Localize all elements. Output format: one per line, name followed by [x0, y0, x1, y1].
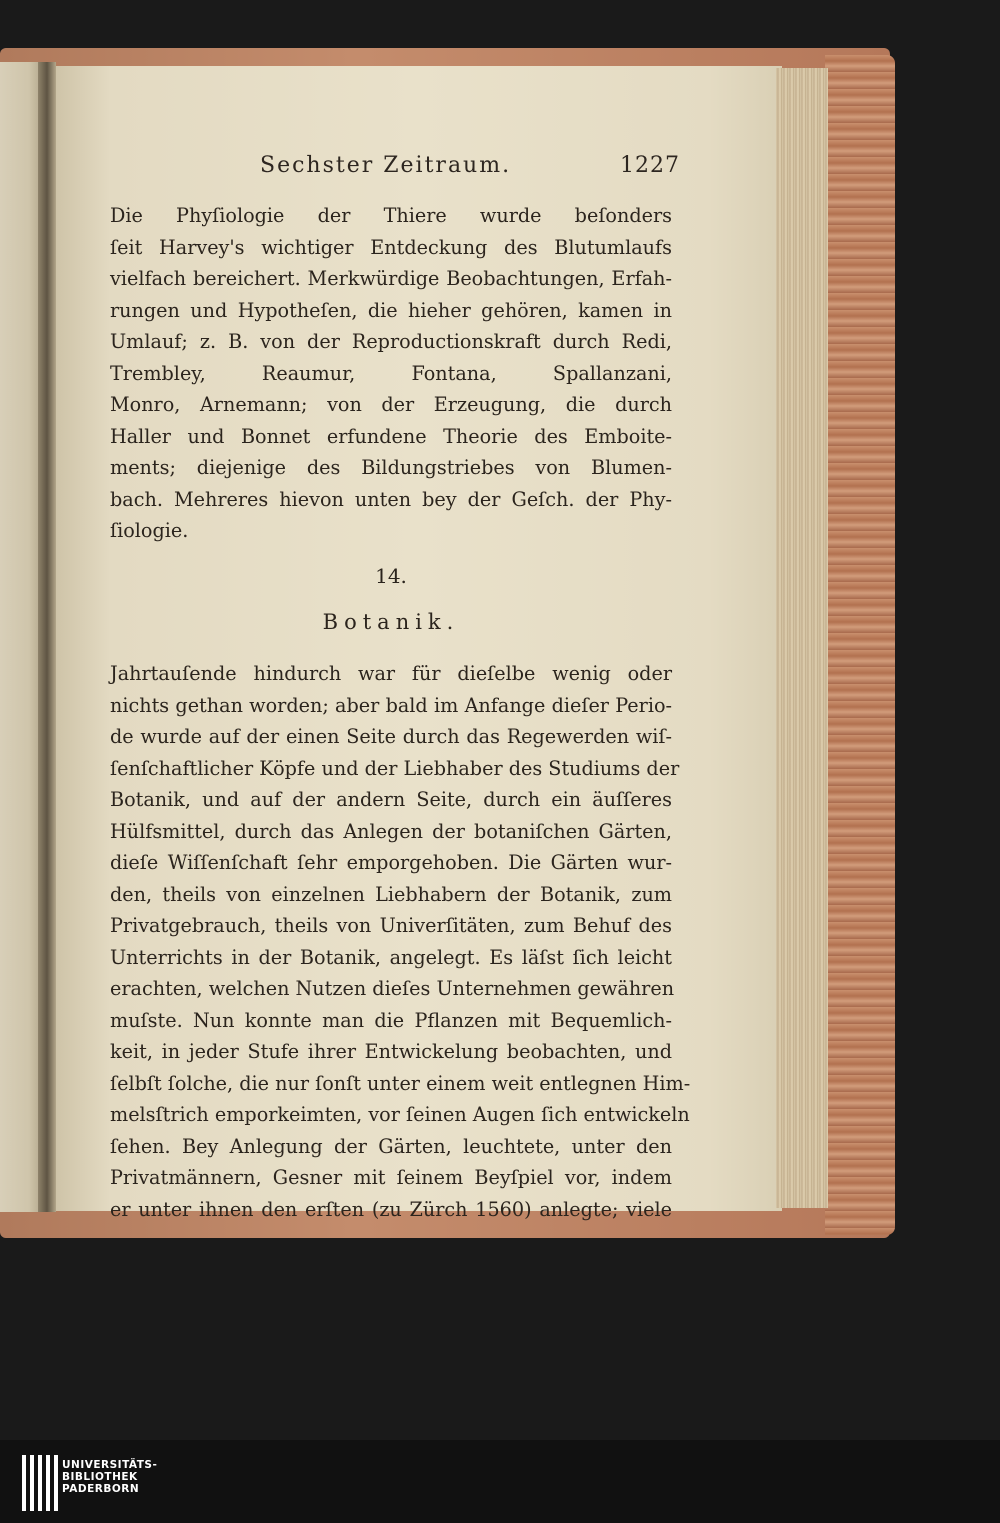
book-gutter	[38, 62, 56, 1212]
logo-line: PADERBORN	[62, 1483, 140, 1495]
text-line: Botanik, und auf der andern Seite, durch ein äuſſeres	[110, 788, 672, 811]
text-line: keit, in jeder Stufe ihrer Entwickelung beobachten, und	[110, 1040, 672, 1063]
section-title: Botanik.	[322, 610, 460, 634]
text-line: ſelbſt ſolche, die nur ſonſt unter einem weit entlegnen Him-	[110, 1071, 691, 1095]
text-line: Privatmännern, Gesner mit ſeinem Beyſpiel vor, indem	[110, 1166, 672, 1189]
text-line: ſeit Harvey's wichtiger Entdeckung des Blutumlaufs	[110, 235, 672, 259]
text-line: Trembley, Reaumur, Fontana, Spallanzani,	[110, 361, 672, 385]
text-line: Die Phyſiologie der Thiere wurde beſonders	[110, 204, 672, 227]
text-line: melsſtrich emporkeimten, vor ſeinen Augen ſich entwickeln	[110, 1103, 690, 1126]
text-line: dieſe Wiſſenſchaft ſehr emporgehoben. Die Gärten wur-	[110, 851, 672, 874]
text-line: Monro, Arnemann; von der Erzeugung, die durch	[110, 393, 672, 416]
text-line: Privatgebrauch, theils von Univerſitäten, zum Behuf des	[110, 914, 672, 937]
cover-edge	[825, 55, 895, 1235]
text-line: ſenſchaftlicher Köpfe und der Liebhaber des Studiums der	[110, 756, 680, 780]
running-title: Sechster Zeitraum.	[260, 153, 512, 178]
text-line: er unter ihnen den erſten (zu Zürch 1560) anlegte; viele	[110, 1197, 672, 1221]
library-logo-text	[62, 1459, 157, 1495]
section-number: 14.	[375, 564, 407, 588]
library-bars-icon	[22, 1455, 58, 1511]
text-line: bach. Mehreres hievon unten bey der Geſch. der Phy-	[110, 487, 672, 511]
text-line: ments; diejenige des Bildungstriebes von Blumen-	[110, 456, 672, 479]
text-line: de wurde auf der einen Seite durch das Regewerden wiſ-	[110, 725, 672, 748]
text-line: ſiologie.	[110, 519, 189, 542]
paragraph-physiologie	[110, 200, 672, 547]
text-line: ſehen. Bey Anlegung der Gärten, leuchtete, unter den	[110, 1134, 672, 1158]
page-number: 1227	[620, 153, 680, 178]
text-line: erachten, welchen Nutzen dieſes Unternehmen gewähren	[110, 977, 675, 1000]
text-line: Jahrtauſende hindurch war für dieſelbe wenig oder	[110, 662, 672, 685]
logo-line: BIBLIOTHEK	[62, 1471, 138, 1483]
text-line: Haller und Bonnet erfundene Theorie des Emboite-	[110, 424, 672, 448]
text-line: Hülfsmittel, durch das Anlegen der botaniſchen Gärten,	[110, 819, 672, 843]
text-line: rungen und Hypotheſen, die hieher gehören, kamen in	[110, 298, 672, 322]
page-header	[110, 153, 680, 193]
text-line: nichts gethan worden; aber bald im Anfange dieſer Perio-	[110, 693, 672, 717]
text-line: muſste. Nun konnte man die Pflanzen mit Bequemlich-	[110, 1008, 672, 1032]
text-line: Umlauf; z. B. von der Reproductionskraft durch Redi,	[110, 330, 672, 353]
text-line: den, theils von einzelnen Liebhabern der Botanik, zum	[110, 882, 672, 906]
text-line: vielfach bereichert. Merkwürdige Beobachtungen, Erfah-	[110, 267, 672, 290]
page-stack-edge	[776, 68, 828, 1208]
text-line: Unterrichts in der Botanik, angelegt. Es läſst ſich leicht	[110, 945, 672, 969]
logo-line: UNIVERSITÄTS-	[62, 1459, 158, 1471]
paragraph-botanik	[110, 658, 691, 1225]
